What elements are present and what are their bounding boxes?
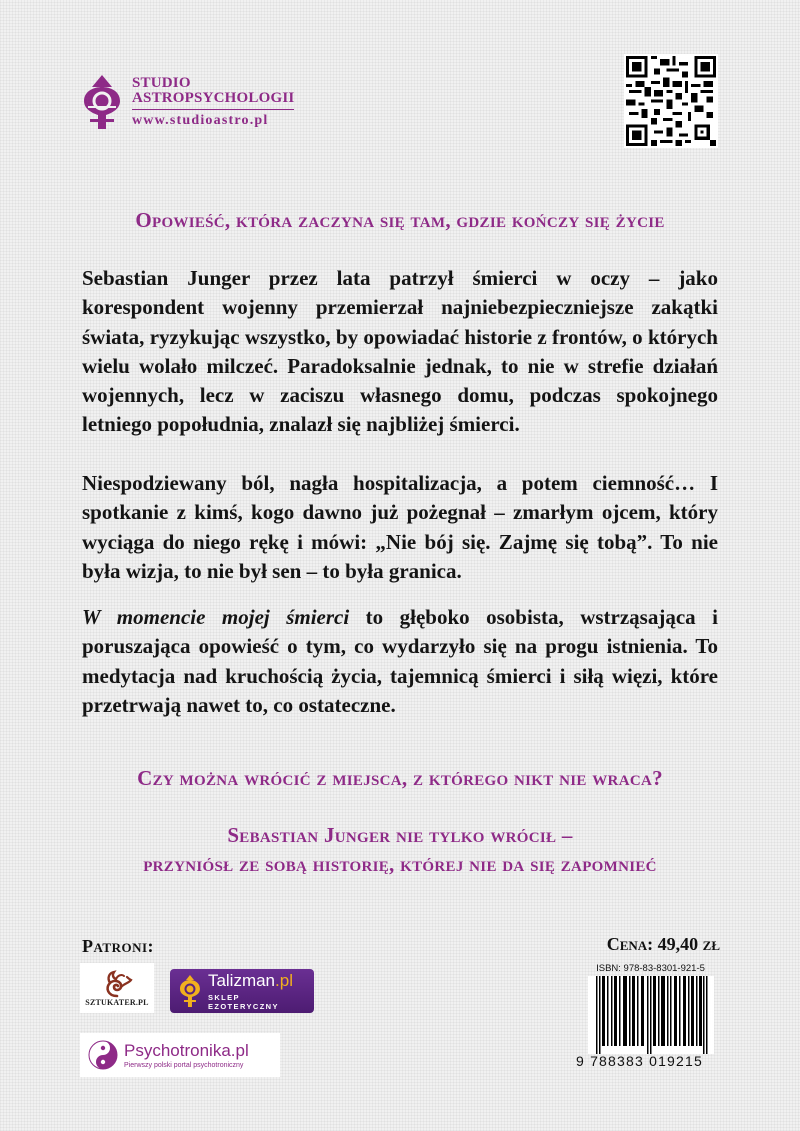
yin-yang-icon (88, 1040, 118, 1070)
closing-line-2: przyniósł ze sobą historię, której nie da się zapomnieć (143, 852, 657, 876)
psychotronika-subtitle: Pierwszy polski portal psychotroniczny (124, 1061, 244, 1069)
closing-line-1: Sebastian Junger nie tylko wrócił – (227, 823, 573, 847)
sztukater-ornament-icon (100, 970, 134, 998)
paragraph-3-text: to głęboko osobista, wstrząsająca i poruszająca opowieść o tym, co wydarzyło się na progu istnienia. To medytacja nad kruchością życia, tajemnicą śmierci i siłą więzi, które przetrwają nawet to, co ostateczne. (82, 605, 718, 717)
description-paragraph-1 (82, 264, 718, 440)
patron-sztukater[interactable] (80, 963, 154, 1013)
psychotronika-name: Psychotronika.pl (124, 1040, 249, 1060)
patrons-label: Patroni: (82, 936, 155, 956)
talizman-subtitle: SKLEP EZOTERYCZNY (207, 992, 279, 1011)
description-paragraph-2 (82, 469, 718, 586)
patron-psychotronika[interactable] (80, 1033, 280, 1077)
talizman-amulet-icon (178, 974, 202, 1008)
qr-code-icon[interactable] (624, 54, 718, 148)
isbn-label: ISBN: 978-83-8301-921-5 (596, 963, 705, 974)
patron-talizman[interactable] (170, 969, 314, 1013)
publisher-logo (80, 72, 320, 132)
barcode-icon (588, 976, 714, 1054)
isbn-digits: 9 788383 019215 (576, 1053, 703, 1069)
publisher-url[interactable]: www.studioastro.pl (132, 112, 269, 128)
isbn-barcode-block (573, 963, 728, 1083)
description-paragraph-3 (82, 603, 718, 720)
sztukater-label: SZTUKATER.PL (85, 998, 149, 1007)
publisher-name-line1: STUDIO (132, 74, 191, 91)
talizman-name: Talizman.pl (207, 970, 293, 990)
question-heading: Czy można wrócić z miejsca, z którego nikt nie wraca? (137, 766, 663, 790)
price-label: Cena: 49,40 zł (606, 934, 720, 954)
book-title: W momencie mojej śmierci (82, 605, 350, 629)
venus-spade-emblem-icon (80, 73, 124, 131)
paragraph-1-text: Sebastian Junger przez lata patrzył śmierci w oczy – jako korespondent wojenny przemierzał najniebezpieczniejsze zakątki świata, ryzykując wszystko, by opowiadać historie z frontów, o których wielu wolało milczeć. Paradoksalnie jednak, to nie w strefie działań wojennych, lecz w zaciszu własnego domu, podczas spokojnego letniego popołudnia, znalazł się najbliżej śmierci. (82, 266, 718, 437)
headline: Opowieść, która zaczyna się tam, gdzie kończy się życie (135, 208, 665, 232)
publisher-name-line2: ASTROPSYCHOLOGII (132, 91, 294, 110)
paragraph-2-text: Niespodziewany ból, nagła hospitalizacja, a potem ciemność… I spotkanie z kimś, kogo dawno już pożegnał – zmarłym ojcem, który wyciąga do niego rękę i mówi: „Nie bój się. Zajmę się tobą”. To nie była wizja, to nie był sen – to była granica. (82, 471, 718, 583)
